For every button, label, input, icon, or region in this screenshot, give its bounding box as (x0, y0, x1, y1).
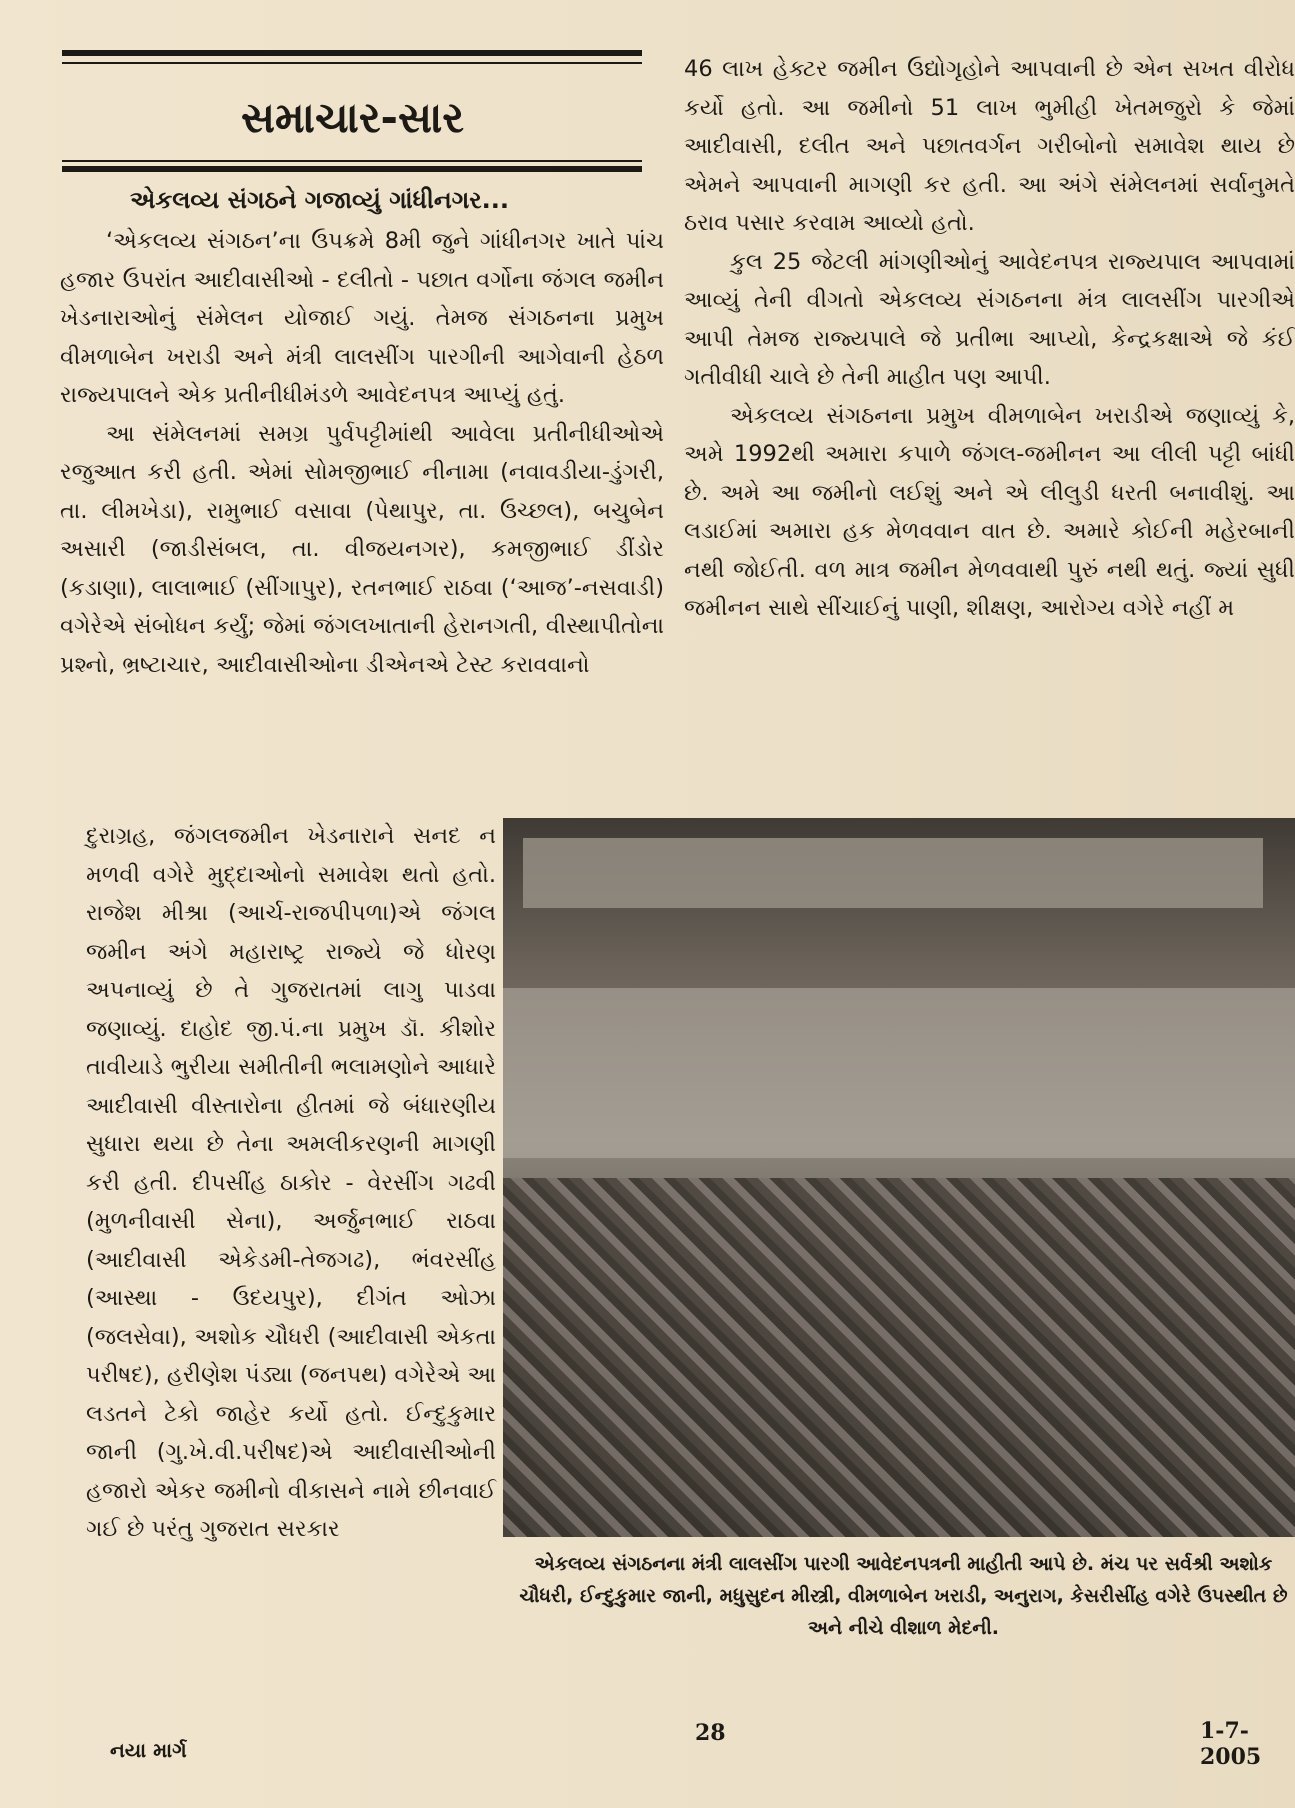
event-photo (503, 818, 1295, 1537)
section-title: સમાચાર-સાર (240, 93, 465, 142)
article-headline: એકલવ્ય સંગઠને ગજાવ્યું ગાંધીનગર... (130, 186, 510, 214)
photo-stage (503, 988, 1295, 1158)
title-rule-thin (62, 160, 642, 162)
paragraph: ‘એકલવ્ય સંગઠન’ના ઉપક્રમે 8મી જુને ગાંધીનગર ખાતે પાંચ હજાર ઉપરાંત આદીવાસીઓ - દલીતો - પછાત વર્ગોના જંગલ જમીન ખેડનારાઓનું સંમેલન યોજાઈ ગયું. તેમજ સંગઠનના પ્રમુખ વીમળાબેન ખરાડી અને મંત્રી લાલસીંગ પારગીની આગેવાની હેઠળ રાજ્યપાલને એક પ્રતીનીધીમંડળે આવેદનપત્ર આપ્યું હતું. (60, 228, 664, 408)
paragraph: 46 લાખ હેક્ટર જમીન ઉદ્યોગૃહોને આપવાની છે એન સખત વીરોધ કર્યો હતો. આ જમીનો 51 લાખ ભુમીહી ખેતમજુરો કે જેમાં આદીવાસી, દલીત અને પછાતવર્ગન ગરીબોનો સમાવેશ થાય છે એમને આપવાની માગણી કર હતી. આ અંગે સંમેલનમાં સર્વાનુમતે ઠરાવ પસાર કરવામ આવ્યો હતો. (684, 56, 1295, 236)
right-column (684, 50, 1295, 628)
paragraph: કુલ 25 જેટલી માંગણીઓનું આવેદનપત્ર રાજ્યપાલ આપવામાં આવ્યું તેની વીગતો એકલવ્ય સંગઠનના મંત્ર લાલસીંગ પારગીએ આપી તેમજ રાજ્યપાલે જે પ્રતીભા આપ્યો, કેન્દ્રકક્ષાએ જે કંઈ ગતીવીધી ચાલે છે તેની માહીત પણ આપી. (684, 248, 1295, 390)
paragraph: આ સંમેલનમાં સમગ્ર પુર્વપટ્ટીમાંથી આવેલા પ્રતીનીધીઓએ રજુઆત કરી હતી. એમાં સોમજીભાઈ નીનામા (નવાવડીયા-ડુંગરી, તા. લીમખેડા), રામુભાઈ વસાવા (પેથાપુર, તા. ઉચ્છલ), બચુબેન અસારી (જાડીસંબલ, તા. વીજયનગર), કમજીભાઈ ડીંડોર (કડાણા), લાલાભાઈ (સીંગાપુર), રતનભાઈ રાઠવા (‘આજ’-નસવાડી) વગેરેએ સંબોધન કર્યું; જેમાં જંગલખાતાની હેરાનગતી, વીસ્થાપીતોના પ્રશ્નો, ભ્રષ્ટાચાર, આદીવાસીઓના ડીએનએ ટેસ્ટ કરાવવાનો (60, 420, 664, 678)
title-rule-thick (62, 166, 642, 172)
paragraph: એકલવ્ય સંગઠનના પ્રમુખ વીમળાબેન ખરાડીએ જણાવ્યું કે, અમે 1992થી અમારા કપાળે જંગલ-જમીનન આ લીલી પટ્ટી બાંધી છે. અમે આ જમીનો લઈશું અને એ લીલુડી ધરતી બનાવીશું. આ લડાઈમાં અમારા હક મેળવવાન વાત છે. અમારે કોઈની મહેરબાની નથી જોઈતી. વળ માત્ર જમીન મેળવવાથી પુરું નથી થતું. જ્યાં સુધી જમીનન સાથે સીંચાઈનું પાણી, શીક્ષણ, આરોગ્ય વગેરે નહીં મ (684, 402, 1295, 621)
publication-name: નયા માર્ગ (110, 1738, 187, 1762)
paragraph: દુરાગ્રહ, જંગલજમીન ખેડનારાને સનદ ન મળવી વગેરે મુદ્દાઓનો સમાવેશ થતો હતો. રાજેશ મીશ્રા (આર્ચ-રાજપીપળા)એ જંગલ જમીન અંગે મહારાષ્ટ્ર રાજ્યે જે ધોરણ અપનાવ્યું છે તે ગુજરાતમાં લાગુ પાડવા જણાવ્યું. દાહોદ જી.પં.ના પ્રમુખ ડૉ. કીશોર તાવીયાડે ભુરીયા સમીતીની ભલામણોને આધારે આદીવાસી વીસ્તારોના હીતમાં જે બંધારણીય સુધારા થયા છે તેના અમલીકરણની માગણી કરી હતી. દીપસીંહ ઠાકોર - વેરસીંગ ગઢવી (મુળનીવાસી સેના), અર્જુનભાઈ રાઠવા (આદીવાસી એકેડમી-તેજગઢ), ભંવરસીંહ (આસ્થા - ઉદયપુર), દીગંત ઓઝા (જલસેવા), અશોક ચૌધરી (આદીવાસી એકતા પરીષદ), હરીણેશ પંડ્યા (જનપથ) વગેરેએ આ લડતને ટેકો જાહેર કર્યો હતો. ઈન્દુકુમાર જાની (ગુ.ખે.વી.પરીષદ)એ આદીવાસીઓની હજારો એકર જમીનો વીકાસને નામે છીનવાઈ ગઈ છે પરંતુ ગુજરાત સરકાર (86, 823, 496, 1542)
page-number: 28 (695, 1720, 726, 1746)
left-column-bottom (86, 817, 496, 1549)
left-column-top (60, 222, 664, 684)
top-rule-thin (62, 62, 642, 64)
issue-date: 1-7-2005 (1200, 1718, 1262, 1770)
top-rule-thick (62, 50, 642, 56)
photo-banner (523, 838, 1263, 908)
photo-caption: એકલવ્ય સંગઠનના મંત્રી લાલસીંગ પારગી આવેદનપત્રની માહીતી આપે છે. મંચ પર સર્વશ્રી અશોક ચૌધરી, ઈન્દુકુમાર જાની, મધુસુદન મીસ્ત્રી, વીમળાબેન ખરાડી, અનુરાગ, કેસરીસીંહ વગેરે ઉપસ્થીત છે અને નીચે વીશાળ મેદની. (519, 1553, 1288, 1639)
photo-crowd (503, 1178, 1295, 1537)
